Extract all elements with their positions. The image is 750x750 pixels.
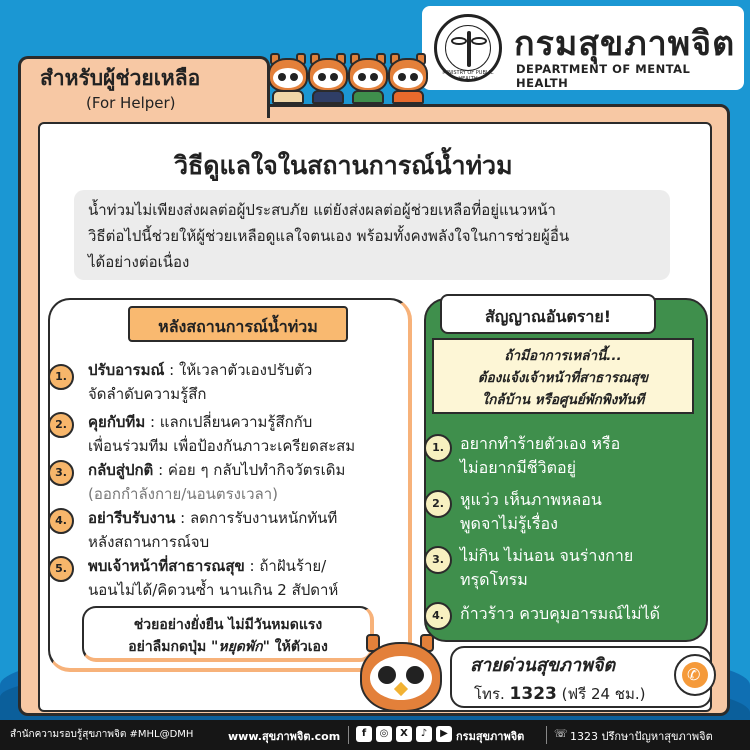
step-number: 1. bbox=[48, 364, 74, 390]
motto-line: อย่าลืมกดปุ่ม "หยุดพัก" ให้ตัวเอง bbox=[128, 639, 328, 655]
warning-line: ใกล้บ้าน หรือศูนย์พักพิงทันที bbox=[481, 392, 645, 408]
list-item bbox=[460, 544, 633, 592]
intro-line: น้ำท่วมไม่เพียงส่งผลต่อผู้ประสบภัย แต่ยังส่งผลต่อผู้ช่วยเหลือที่อยู่แนวหน้า bbox=[88, 201, 556, 219]
owl-mascot-icon bbox=[386, 58, 430, 104]
step-label: คุยกับทีม bbox=[88, 413, 146, 431]
tab-title: สำหรับผู้ช่วยเหลือ bbox=[40, 66, 201, 90]
step-text: : ค่อย ๆ กลับไปทำกิจวัตรเดิม bbox=[153, 461, 346, 479]
intro-line: ได้อย่างต่อเนื่อง bbox=[88, 253, 190, 271]
list-item bbox=[88, 506, 337, 554]
footer-hotline: 1323 ปรึกษาปัญหาสุขภาพจิต bbox=[570, 730, 713, 743]
sign-text: พูดจาไม่รู้เรื่อง bbox=[460, 514, 558, 533]
list-item bbox=[460, 432, 620, 480]
youtube-icon[interactable]: ▶ bbox=[436, 726, 452, 742]
sign-text: ก้าวร้าว ควบคุมอารมณ์ไม่ได้ bbox=[460, 604, 661, 623]
step-number: 5. bbox=[48, 556, 74, 582]
department-name-thai: กรมสุขภาพจิต bbox=[514, 24, 736, 64]
step-text: : แลกเปลี่ยนความรู้สึกกับ bbox=[145, 413, 313, 431]
step-text: : ให้เวลาตัวเองปรับตัว bbox=[164, 361, 313, 379]
owl-mascot-icon bbox=[346, 58, 390, 104]
sign-number: 2. bbox=[424, 490, 452, 518]
list-item bbox=[88, 410, 355, 458]
owl-mascot-icon bbox=[306, 58, 350, 104]
facebook-icon[interactable]: f bbox=[356, 726, 372, 742]
step-label: พบเจ้าหน้าที่สาธารณสุข bbox=[88, 557, 245, 575]
department-logo bbox=[422, 6, 744, 90]
step-text: : ถ้าฝันร้าย/ bbox=[244, 557, 327, 575]
sign-text: อยากทำร้ายตัวเอง หรือ bbox=[460, 434, 621, 453]
step-number: 2. bbox=[48, 412, 74, 438]
step-label: อย่ารีบรับงาน bbox=[88, 509, 176, 527]
sign-number: 1. bbox=[424, 434, 452, 462]
list-item bbox=[460, 488, 602, 536]
page-title: วิธีดูแลใจในสถานการณ์น้ำท่วม bbox=[174, 151, 513, 180]
list-item bbox=[88, 358, 312, 406]
social-name: กรมสุขภาพจิต bbox=[456, 730, 525, 743]
step-text: นอนไม่ได้/คิดวนซ้ำ นานเกิน 2 สัปดาห์ bbox=[88, 581, 339, 599]
step-text: (ออกกำลังกาย/นอนตรงเวลา) bbox=[88, 485, 278, 503]
step-number: 3. bbox=[48, 460, 74, 486]
step-text: หลังสถานการณ์จบ bbox=[88, 533, 210, 551]
step-text: : ลดการรับงานหนักทันที bbox=[175, 509, 338, 527]
list-item bbox=[460, 602, 660, 626]
instagram-icon[interactable]: ◎ bbox=[376, 726, 392, 742]
footer-phone-icon: ☏ bbox=[554, 727, 568, 740]
tiktok-icon[interactable]: ♪ bbox=[416, 726, 432, 742]
department-name-english: DEPARTMENT OF MENTAL HEALTH bbox=[516, 62, 691, 90]
seal-text: MINISTRY OF PUBLIC HEALTH bbox=[442, 70, 494, 82]
step-number: 4. bbox=[48, 508, 74, 534]
hotline-title: สายด่วนสุขภาพจิต bbox=[470, 655, 616, 676]
intro-line: วิธีต่อไปนี้ช่วยให้ผู้ช่วยเหลือดูแลใจตนเอง พร้อมทั้งคงพลังใจในการช่วยผู้อื่น bbox=[88, 227, 570, 245]
sign-number: 3. bbox=[424, 546, 452, 574]
step-label: ปรับอารมณ์ bbox=[88, 361, 165, 379]
x-icon[interactable]: X bbox=[396, 726, 412, 742]
phone-icon[interactable]: ✆ bbox=[674, 654, 716, 696]
motto-box bbox=[82, 606, 374, 662]
warning-line: ต้องแจ้งเจ้าหน้าที่สาธารณสุข bbox=[477, 370, 649, 386]
warning-box bbox=[432, 338, 694, 414]
step-label: กลับสู่ปกติ bbox=[88, 461, 154, 479]
sign-text: หูแว่ว เห็นภาพหลอน bbox=[460, 490, 602, 509]
owl-mascot-icon bbox=[356, 634, 446, 720]
footer-org: สำนักความรอบรู้สุขภาพจิต #MHL@DMH bbox=[10, 729, 194, 740]
list-item bbox=[88, 458, 345, 506]
motto-emphasis: "หยุดพัก" bbox=[211, 639, 270, 655]
warning-line: ถ้ามีอาการเหล่านี้... bbox=[504, 348, 622, 364]
list-item bbox=[88, 554, 338, 602]
danger-signs-heading-text: สัญญาณอันตราย! bbox=[484, 307, 612, 326]
hotline-number[interactable]: โทร. 1323 (ฟรี 24 ชม.) bbox=[474, 684, 646, 704]
website-link[interactable]: www.สุขภาพจิต.com bbox=[228, 730, 341, 743]
footer-bar bbox=[0, 720, 750, 750]
step-text: จัดลำดับความรู้สึก bbox=[88, 385, 207, 403]
motto-line: ช่วยอย่างยั่งยืน ไม่มีวันหมดแรง bbox=[133, 617, 323, 633]
after-flood-heading-text: หลังสถานการณ์น้ำท่วม bbox=[158, 317, 318, 336]
step-text: เพื่อนร่วมทีม เพื่อป้องกันภาวะเครียดสะสม bbox=[88, 437, 356, 455]
sign-text: ทรุดโทรม bbox=[460, 570, 528, 589]
sign-text: ไม่กิน ไม่นอน จนร่างกาย bbox=[460, 546, 634, 565]
owl-mascot-icon bbox=[266, 58, 310, 104]
intro-box bbox=[74, 190, 670, 280]
sign-number: 4. bbox=[424, 602, 452, 630]
tab-subtitle: (For Helper) bbox=[86, 94, 176, 112]
danger-signs-heading bbox=[440, 294, 656, 334]
after-flood-heading bbox=[128, 306, 348, 342]
sign-text: ไม่อยากมีชีวิตอยู่ bbox=[460, 458, 577, 477]
